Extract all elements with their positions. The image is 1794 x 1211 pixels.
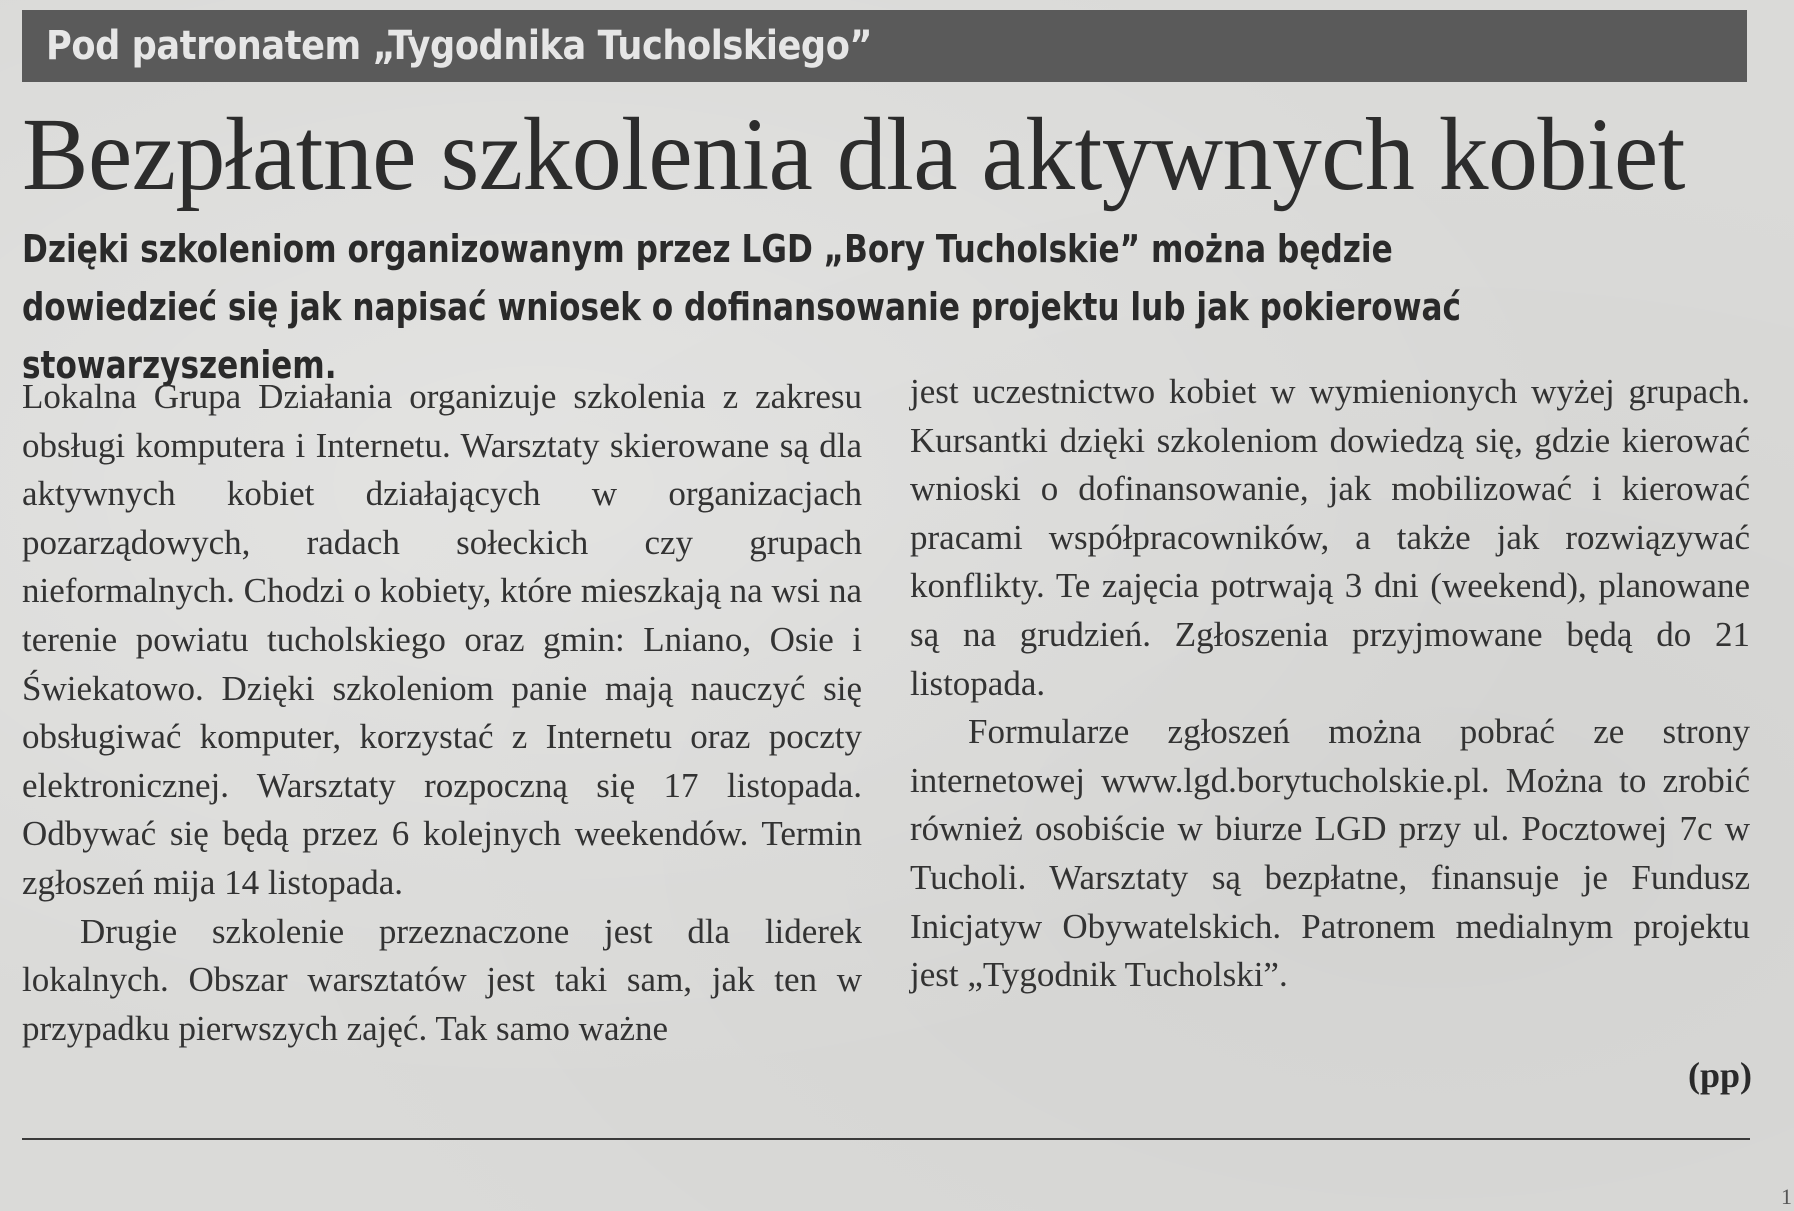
article-headline: Bezpłatne szkolenia dla aktywnych kobiet [22,97,1685,212]
paragraph-right-1: jest uczestnictwo kobiet w wymienionych wyżej grupach. Kursantki dzięki szkoleniom dowiedzą się, gdzie kierować wnioski o dofinansowanie, jak mobilizować i kierować pracami współpracowników, a także jak rozwiązywać konflikty. Te zajęcia potrwają 3 dni (weekend), planowane są na grudzień. Zgłoszenia przyjmowane będą do 21 listopada. [910,372,1750,703]
patronage-banner-text: Pod patronatem „Tygodnika Tucholskiego” [46,23,873,69]
edge-page-mark: 1 [1781,1184,1792,1209]
article-lead: Dzięki szkoleniom organizowanym przez LGD „Bory Tucholskie” można będzie dowiedzieć się jak napisać wniosek o dofinansowanie projektu lub jak pokierować stowarzyszeniem. [22,227,1461,387]
article-column-left [22,373,862,1053]
author-byline: (pp) [1687,1055,1752,1095]
paragraph-left-1: Lokalna Grupa Działania organizuje szkolenia z zakresu obsługi komputera i Internetu. Warsztaty skierowane są dla aktywnych kobiet działających w organizacjach pozarządowych, radach sołeckich czy grupach nieformalnych. Chodzi o kobiety, które mieszkają na wsi na terenie powiatu tucholskiego oraz gmin: Lniano, Osie i Świekatowo. Dzięki szkoleniom panie mają nauczyć się obsługiwać komputer, korzystać z Internetu oraz poczty elektronicznej. Warsztaty rozpoczną się 17 listopada. Odbywać się będą przez 6 kolejnych weekendów. Termin zgłoszeń mija 14 listopada. [22,377,862,902]
patronage-banner [22,10,1747,82]
article-column-right [910,368,1750,1000]
bottom-divider [22,1138,1750,1140]
paragraph-left-2: Drugie szkolenie przeznaczone jest dla liderek lokalnych. Obszar warsztatów jest taki sam, jak ten w przypadku pierwszych zajęć. Tak samo ważne [22,911,862,1048]
paragraph-right-2: Formularze zgłoszeń można pobrać ze strony internetowej www.lgd.borytucholskie.pl. Można to zrobić również osobiście w biurze LGD przy ul. Pocztowej 7c w Tucholi. Warsztaty są bezpłatne, finansuje je Fundusz Inicjatyw Obywatelskich. Patronem medialnym projektu jest „Tygodnik Tucholski”. [910,712,1750,995]
